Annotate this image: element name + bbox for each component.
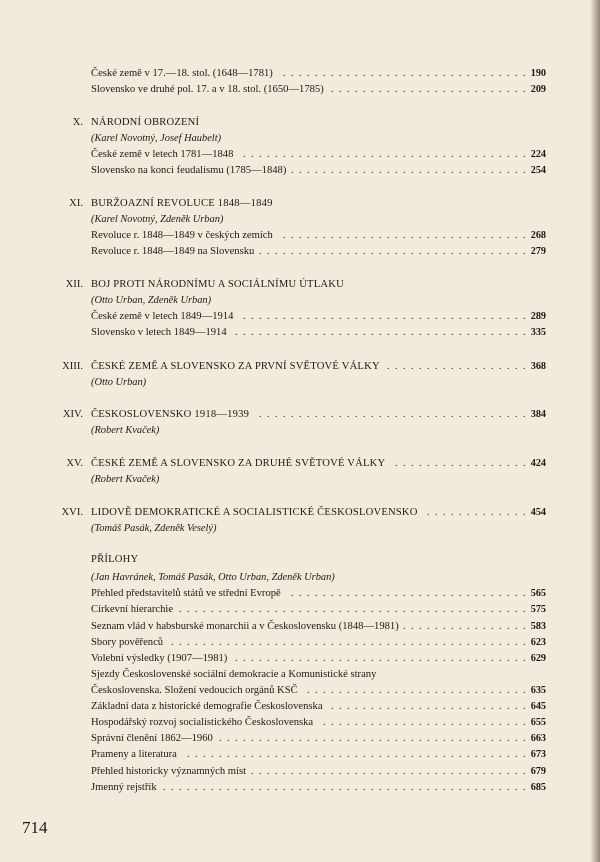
- chapter-authors: (Tomáš Pasák, Zdeněk Veselý): [91, 523, 217, 534]
- toc-entry: . . . Volební výsledky (1907—1981) 629: [91, 651, 546, 667]
- chapter-entry: . . . LIDOVĚ DEMOKRATICKÉ A SOCIALISTICKÉ ČESKOSLOVENSKO 454: [91, 505, 546, 521]
- chapter-authors: (Robert Kvaček): [91, 425, 160, 436]
- chapter-number: X.: [72, 117, 83, 128]
- chapter-authors: (Karel Novotný, Zdeněk Urban): [91, 214, 224, 225]
- toc-entry-line1: Sjezdy Československé sociální demokracie a Komunistické strany: [91, 669, 377, 680]
- toc-entry: . . . Revoluce r. 1848—1849 v českých zemích 268: [91, 228, 546, 244]
- chapter-authors: (Karel Novotný, Josef Haubelt): [91, 133, 222, 144]
- toc-entry: . . . Slovensko v letech 1849—1914 335: [91, 325, 546, 341]
- page-number: 714: [22, 818, 48, 837]
- chapter-entry: . . . ČESKOSLOVENSKO 1918—1939 384: [91, 407, 546, 423]
- toc-entry: . . . České země v letech 1781—1848 224: [91, 147, 546, 163]
- toc-entry: . . . Slovensko na konci feudalismu (1785—1848) 254: [91, 163, 546, 179]
- chapter-entry: . . . ČESKÉ ZEMĚ A SLOVENSKO ZA PRVNÍ SVĚTOVÉ VÁLKY 368: [91, 359, 546, 375]
- toc-entry: . . . Přehled historicky významných míst 679: [91, 764, 546, 780]
- chapter-number: XV.: [66, 458, 83, 469]
- toc-entry: . . . České země v 17.—18. stol. (1648—1781) 190: [91, 66, 546, 82]
- toc-entry: . . . Slovensko ve druhé pol. 17. a v 18. stol. (1650—1785) 209: [91, 82, 546, 98]
- appendix-authors: (Jan Havránek, Tomáš Pasák, Otto Urban, Zdeněk Urban): [91, 572, 335, 583]
- chapter-number: XII.: [65, 279, 83, 290]
- toc-entry: . . . Jmenný rejstřík 685: [91, 780, 546, 796]
- toc-entry: . . . Seznam vlád v habsburské monarchii a v Československu (1848—1981) 583: [91, 619, 546, 635]
- toc-entry: . . . Sbory pověřenců 623: [91, 635, 546, 651]
- toc-entry: . . . Revoluce r. 1848—1849 na Slovensku 279: [91, 244, 546, 260]
- chapter-authors: (Otto Urban, Zdeněk Urban): [91, 295, 212, 306]
- toc-entry: . . . Československa. Složení vedoucích orgánů KSČ 635: [91, 683, 546, 699]
- toc-entry: . . . České země v letech 1849—1914 289: [91, 309, 546, 325]
- chapter-title: BURŽOAZNÍ REVOLUCE 1848—1849: [91, 198, 273, 209]
- chapter-number: XI.: [69, 198, 83, 209]
- chapter-number: XIII.: [62, 361, 83, 372]
- page-edge-shadow: [590, 0, 600, 862]
- chapter-number: XVI.: [61, 507, 83, 518]
- chapter-title: BOJ PROTI NÁRODNÍMU A SOCIÁLNÍMU ÚTLAKU: [91, 279, 344, 290]
- toc-entry: . . . Prameny a literatura 673: [91, 747, 546, 763]
- toc-entry: . . . Církevní hierarchie 575: [91, 602, 546, 618]
- toc-entry: . . . Hospodářský rozvoj socialistického Československa 655: [91, 715, 546, 731]
- toc-entry: . . . Správní členění 1862—1960 663: [91, 731, 546, 747]
- appendix-title: PŘÍLOHY: [91, 554, 139, 565]
- toc-entry: . . . Přehled představitelů států ve střední Evropě 565: [91, 586, 546, 602]
- toc-entry: . . . Základní data z historické demografie Československa 645: [91, 699, 546, 715]
- chapter-authors: (Robert Kvaček): [91, 474, 160, 485]
- chapter-authors: (Otto Urban): [91, 377, 147, 388]
- chapter-entry: . . . ČESKÉ ZEMĚ A SLOVENSKO ZA DRUHÉ SVĚTOVÉ VÁLKY 424: [91, 456, 546, 472]
- chapter-title: NÁRODNÍ OBROZENÍ: [91, 117, 200, 128]
- chapter-number: XIV.: [62, 409, 83, 420]
